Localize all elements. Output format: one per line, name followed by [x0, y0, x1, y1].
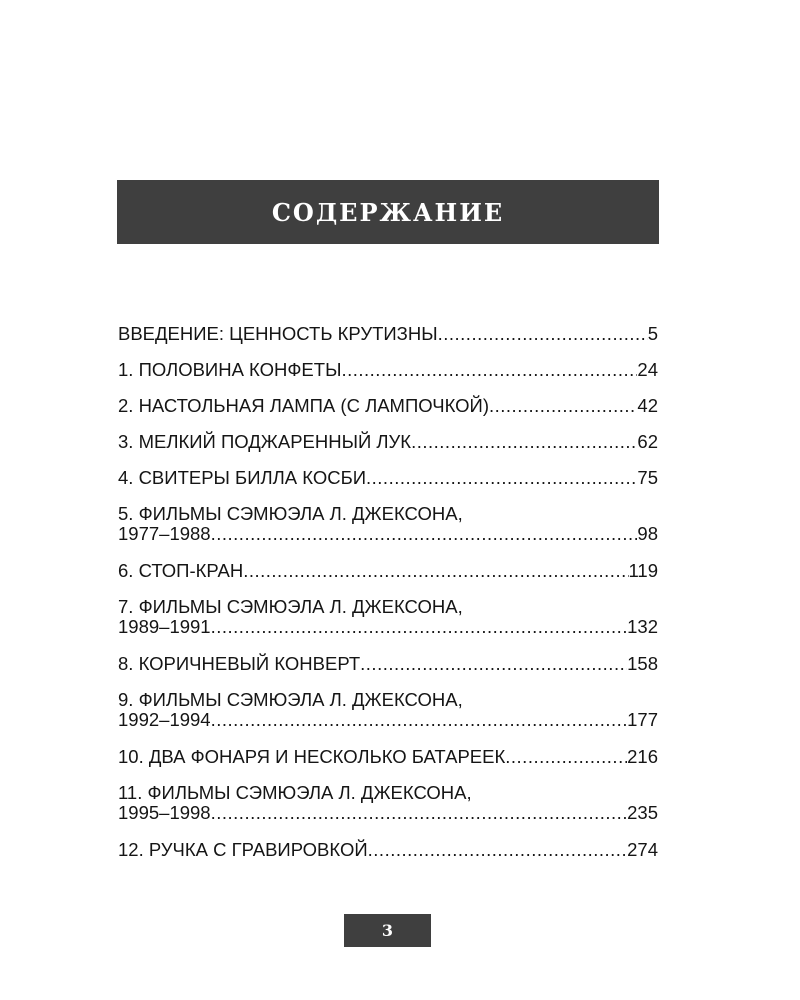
- toc-entry-title: 4. СВИТЕРЫ БИЛЛА КОСБИ: [118, 467, 367, 488]
- toc-entry-chapter-3: [118, 432, 658, 452]
- toc-dot-leader: [211, 710, 628, 730]
- toc-entry-title: 7. ФИЛЬМЫ СЭМЮЭЛА Л. ДЖЕКСОНА,: [118, 596, 463, 617]
- toc-dot-leader: [489, 396, 637, 416]
- toc-entry-line: [118, 432, 658, 452]
- toc-entry-chapter-4: [118, 468, 658, 488]
- toc-entry-page: 132: [627, 616, 658, 637]
- toc-entry-subtitle: 1977–1988: [118, 523, 211, 544]
- toc-dot-leader: [211, 803, 628, 823]
- toc-entry-line: [118, 324, 658, 344]
- toc-entry-page: 158: [627, 653, 658, 674]
- toc-entry-subtitle: 1989–1991: [118, 616, 211, 637]
- table-of-contents: [118, 324, 658, 876]
- toc-entry-page: 24: [637, 359, 658, 380]
- toc-entry-page: 177: [627, 709, 658, 730]
- toc-entry-chapter-5: [118, 504, 658, 544]
- toc-entry-title: 10. ДВА ФОНАРЯ И НЕСКОЛЬКО БАТАРЕЕК: [118, 746, 506, 767]
- toc-entry-line: [118, 840, 658, 860]
- toc-entry-line: [118, 803, 658, 823]
- toc-dot-leader: [211, 617, 628, 637]
- toc-dot-leader: [360, 654, 627, 674]
- toc-entry-line: [118, 747, 658, 767]
- toc-entry-page: 274: [627, 839, 658, 860]
- toc-entry-chapter-8: [118, 654, 658, 674]
- toc-entry-page: 216: [627, 746, 658, 767]
- toc-entry-page: 75: [637, 467, 658, 488]
- toc-entry-chapter-9: [118, 690, 658, 730]
- toc-entry-page: 62: [637, 431, 658, 452]
- toc-entry-line: [118, 396, 658, 416]
- toc-entry-title: 11. ФИЛЬМЫ СЭМЮЭЛА Л. ДЖЕКСОНА,: [118, 782, 472, 803]
- toc-entry-line: [118, 524, 658, 544]
- toc-entry-title: ВВЕДЕНИЕ: ЦЕННОСТЬ КРУТИЗНЫ: [118, 323, 438, 344]
- toc-entry-line: [118, 654, 658, 674]
- toc-entry-title: 6. СТОП-КРАН: [118, 560, 244, 581]
- toc-entry-line: [118, 617, 658, 637]
- contents-header-bar: [117, 180, 659, 244]
- toc-dot-leader: [341, 360, 637, 380]
- toc-entry-title: 1. ПОЛОВИНА КОНФЕТЫ: [118, 359, 342, 380]
- toc-dot-leader: [411, 432, 637, 452]
- toc-entry-title: 3. МЕЛКИЙ ПОДЖАРЕННЫЙ ЛУК: [118, 431, 412, 452]
- page-number: 3: [381, 921, 394, 940]
- toc-dot-leader: [368, 840, 627, 860]
- toc-entry-line: [118, 561, 658, 581]
- toc-dot-leader: [211, 524, 638, 544]
- toc-entry-page: 5: [647, 323, 658, 344]
- toc-entry-page: 235: [627, 802, 658, 823]
- toc-entry-intro: [118, 324, 658, 344]
- toc-entry-page: 42: [637, 395, 658, 416]
- toc-entry-chapter-2: [118, 396, 658, 416]
- toc-entry-page: 98: [637, 523, 658, 544]
- toc-dot-leader: [243, 561, 628, 581]
- toc-entry-title: 2. НАСТОЛЬНАЯ ЛАМПА (С ЛАМПОЧКОЙ): [118, 395, 489, 416]
- toc-dot-leader: [505, 747, 627, 767]
- toc-entry-subtitle: 1995–1998: [118, 802, 211, 823]
- toc-entry-title: 5. ФИЛЬМЫ СЭМЮЭЛА Л. ДЖЕКСОНА,: [118, 503, 463, 524]
- toc-entry-line: [118, 710, 658, 730]
- toc-entry-chapter-11: [118, 783, 658, 823]
- toc-entry-chapter-6: [118, 561, 658, 581]
- toc-entry-chapter-10: [118, 747, 658, 767]
- toc-entry-chapter-7: [118, 597, 658, 637]
- toc-entry-subtitle: 1992–1994: [118, 709, 211, 730]
- toc-entry-page: 119: [628, 560, 658, 581]
- page-title: СОДЕРЖАНИЕ: [271, 197, 505, 227]
- toc-entry-chapter-1: [118, 360, 658, 380]
- toc-entry-line: [118, 468, 658, 488]
- toc-dot-leader: [366, 468, 637, 488]
- toc-entry-title: 9. ФИЛЬМЫ СЭМЮЭЛА Л. ДЖЕКСОНА,: [118, 689, 463, 710]
- toc-entry-title: 8. КОРИЧНЕВЫЙ КОНВЕРТ: [118, 653, 361, 674]
- page-number-badge: [344, 914, 431, 947]
- toc-entry-title: 12. РУЧКА С ГРАВИРОВКОЙ: [118, 839, 368, 860]
- toc-entry-line: [118, 360, 658, 380]
- toc-dot-leader: [438, 324, 648, 344]
- toc-entry-chapter-12: [118, 840, 658, 860]
